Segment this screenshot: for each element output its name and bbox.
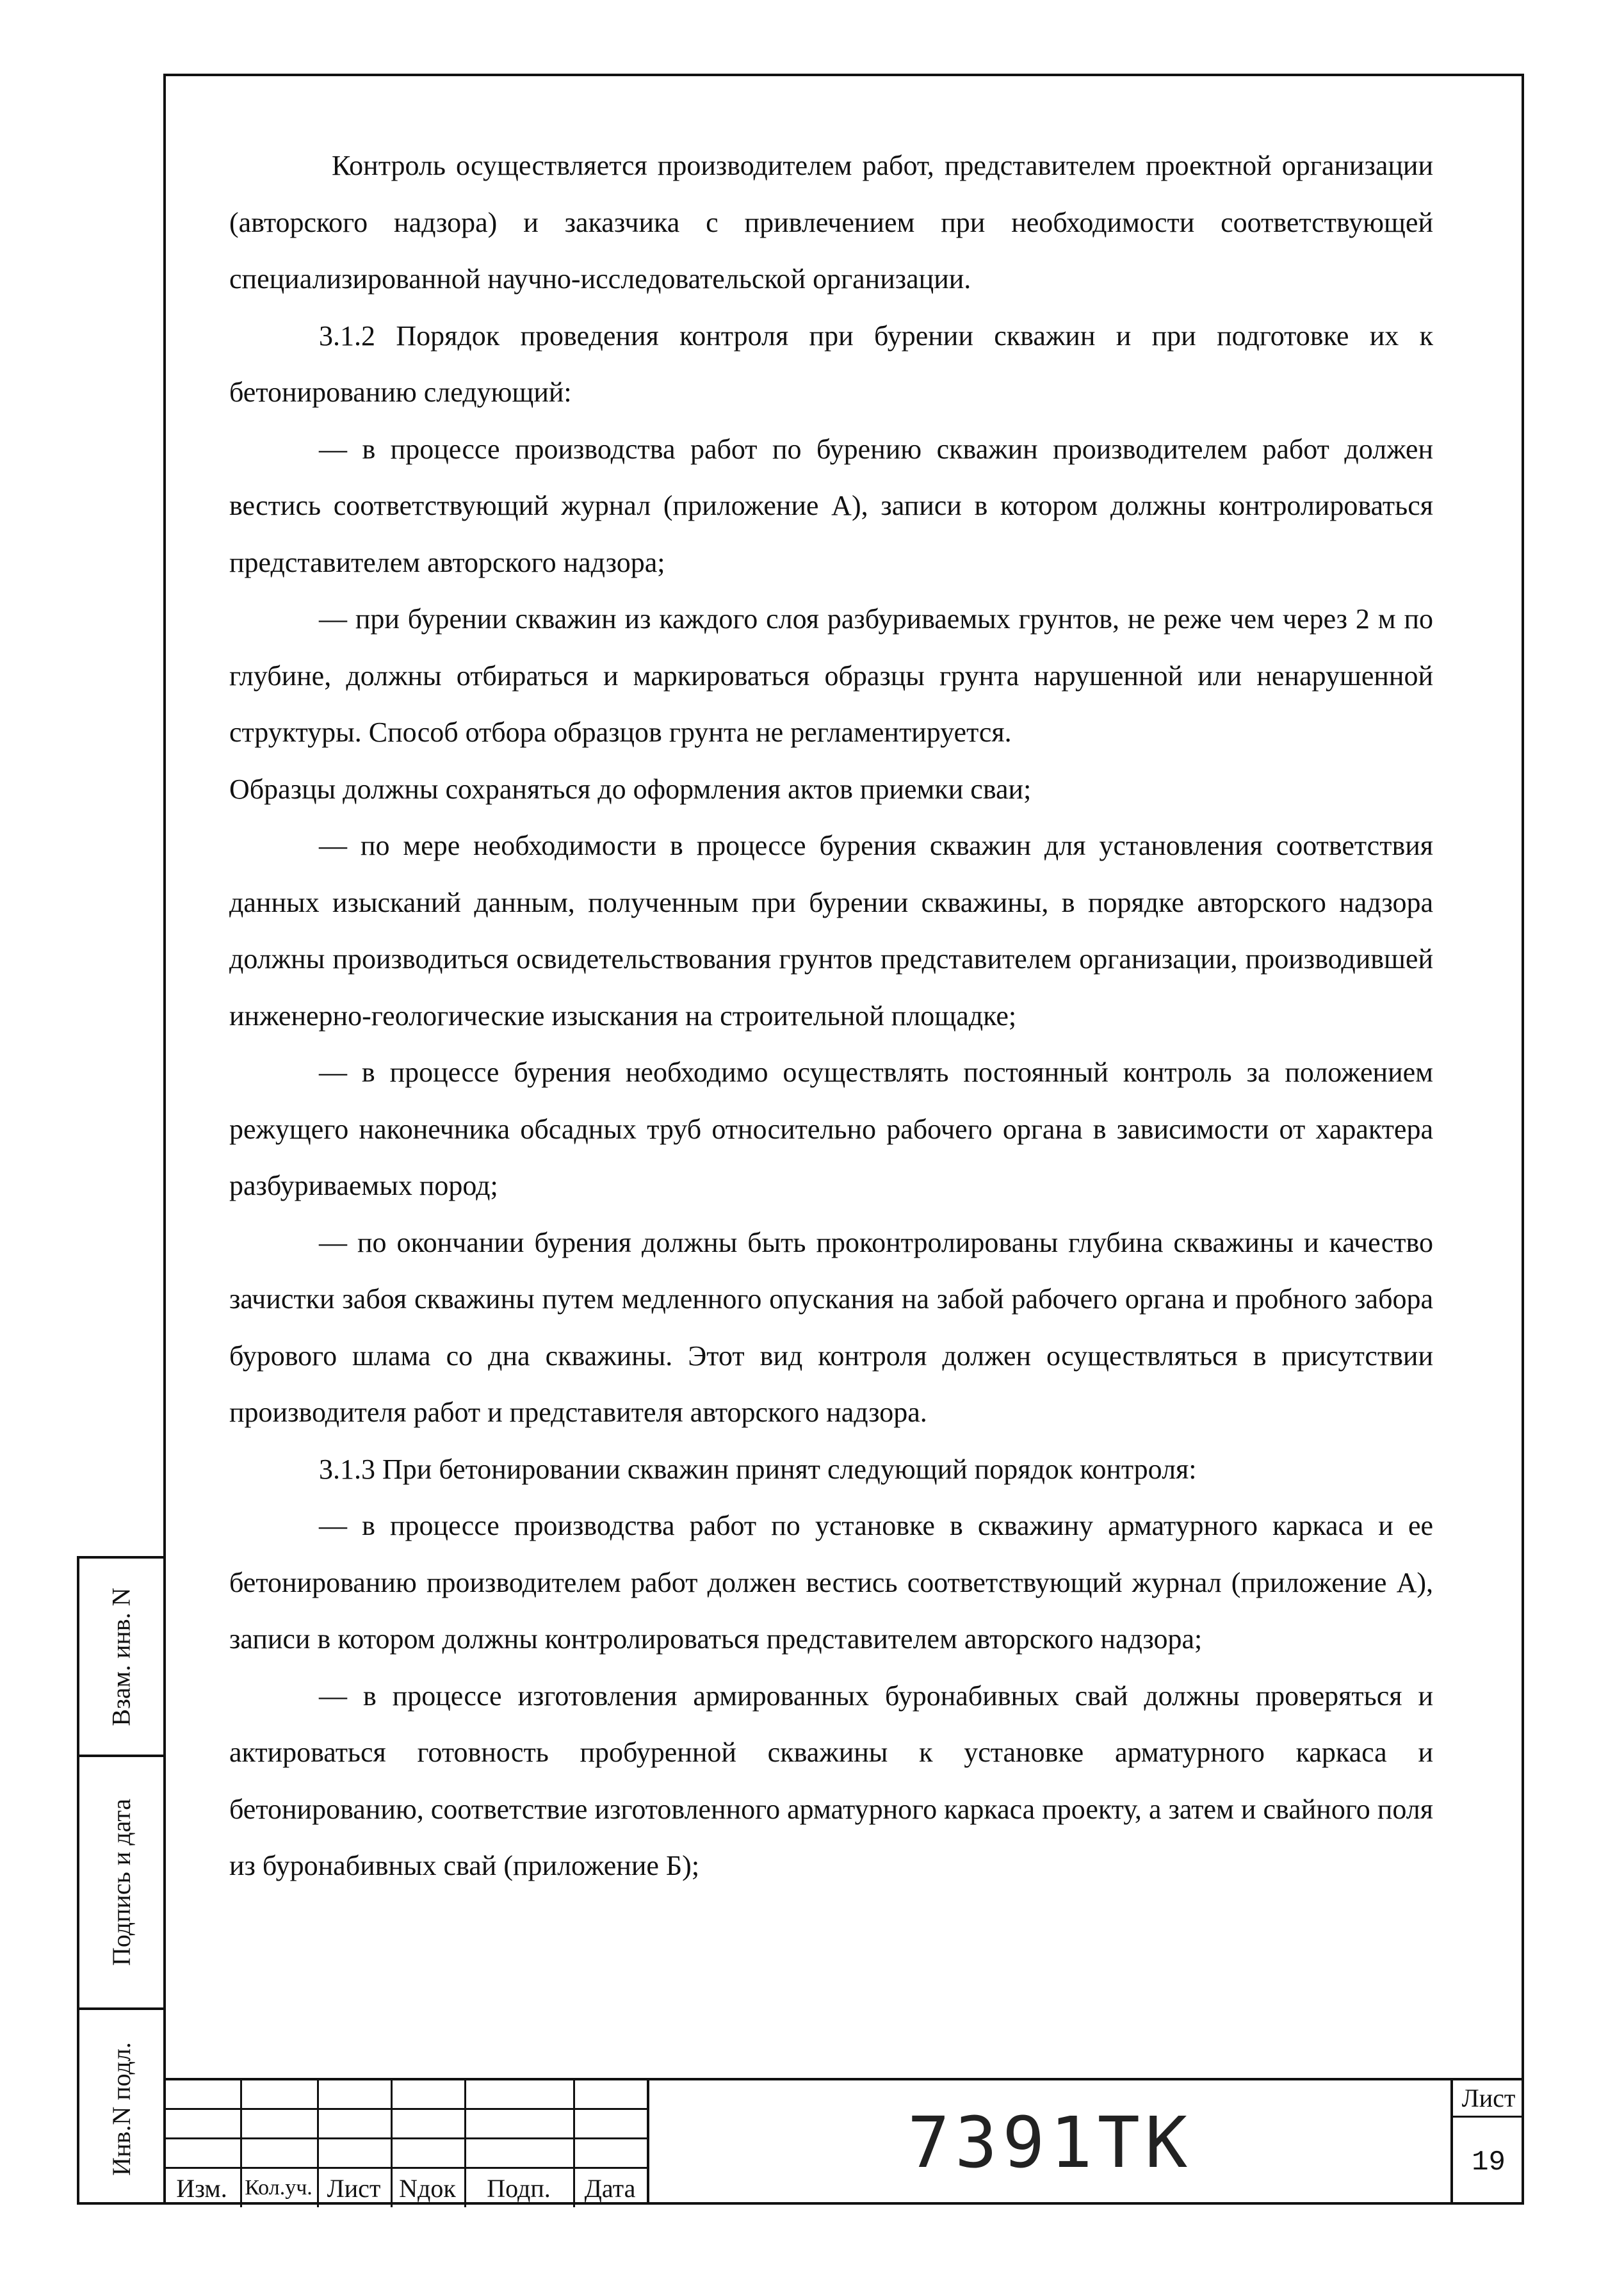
revision-grid: [163, 2078, 647, 2205]
header-list: Лист: [327, 2173, 381, 2203]
signature-date-label: Подпись и дата: [107, 1798, 136, 1966]
paragraph: 3.1.3 При бетонировании скважин принят следующий порядок контроля:: [319, 1453, 1197, 1485]
header-ndok: Nдок: [399, 2173, 456, 2203]
paragraph: — в процессе бурения необходимо осуществлять постоянный контроль за положением режущего наконечника обсадных труб относительно рабочего органа в зависимости от характера разбуриваемых пород;: [229, 1057, 1433, 1201]
paragraph: 3.1.2 Порядок проведения контроля при бурении скважин и при подготовке их к бетонированию следующий:: [229, 320, 1433, 408]
sheet-number: 19: [1472, 2146, 1506, 2178]
inv-podl-cell: [79, 2010, 163, 2207]
paragraph: — в процессе изготовления армированных буронабивных свай должны проверяться и актироваться готовность пробуренной скважины к установке арматурного каркаса и бетонированию, соответствие изготовленного арматурного каркаса проекту, а затем и свайного поля из буронабивных свай (приложение Б);: [229, 1680, 1433, 1881]
inv-podl-label: Инв.N подл.: [107, 2041, 136, 2176]
header-kol-uch: Кол.уч.: [245, 2176, 313, 2200]
paragraph: Образцы должны сохраняться до оформления актов приемки сваи;: [229, 773, 1032, 805]
paragraph: — при бурении скважин из каждого слоя разбуриваемых грунтов, не реже чем через 2 м по глубине, должны отбираться и маркироваться образцы грунта нарушенной или ненарушенной структуры. Способ отбора образцов грунта не регламентируется.: [229, 603, 1433, 748]
header-data: Дата: [584, 2173, 636, 2203]
header-izm: Изм.: [176, 2173, 227, 2203]
sheet-box: [1450, 2078, 1524, 2205]
paragraph: — по мере необходимости в процессе бурения скважин для установления соответствия данных изысканий данным, полученным при бурении скважины, в порядке авторского надзора должны производиться освидетельствования грунтов представителем организации, производившей инженерно-геологические изыскания на строительной площадке;: [229, 830, 1433, 1032]
document-body: [229, 138, 1433, 1895]
paragraph: — в процессе производства работ по бурению скважин производителем работ должен вестись соответствующий журнал (приложение А), записи в котором должны контролироваться представителем авторского надзора;: [229, 433, 1433, 578]
paragraph: — по окончании бурения должны быть проконтролированы глубина скважины и качество зачистки забоя скважины путем медленного опускания на забой рабочего органа и пробного забора бурового шлама со дна скважины. Этот вид контроля должен осуществляться в присутствии производителя работ и представителя авторского надзора.: [229, 1226, 1433, 1428]
side-stamp-frame: [77, 1556, 163, 2205]
document-code-box: [647, 2078, 1450, 2205]
header-podp: Подп.: [487, 2173, 551, 2203]
vzam-inv-cell: [79, 1559, 163, 1757]
paragraph: Контроль осуществляется производителем работ, представителем проектной организации (авторского надзора) и заказчика с привлечением при необходимости соответствующей специализированной научно-исследовательской организации.: [229, 150, 1433, 295]
vzam-inv-label: Взам. инв. N: [107, 1587, 136, 1726]
signature-date-cell: [79, 1757, 163, 2010]
paragraph: — в процессе производства работ по установке в скважину арматурного каркаса и ее бетонированию производителем работ должен вестись соответствующий журнал (приложение А), записи в котором должны контролироваться представителем авторского надзора;: [229, 1510, 1433, 1655]
sheet-label: Лист: [1453, 2080, 1524, 2118]
title-block: [163, 2078, 1524, 2205]
document-code: 7391ТК: [907, 2102, 1193, 2184]
side-stamp: [77, 1556, 163, 2205]
